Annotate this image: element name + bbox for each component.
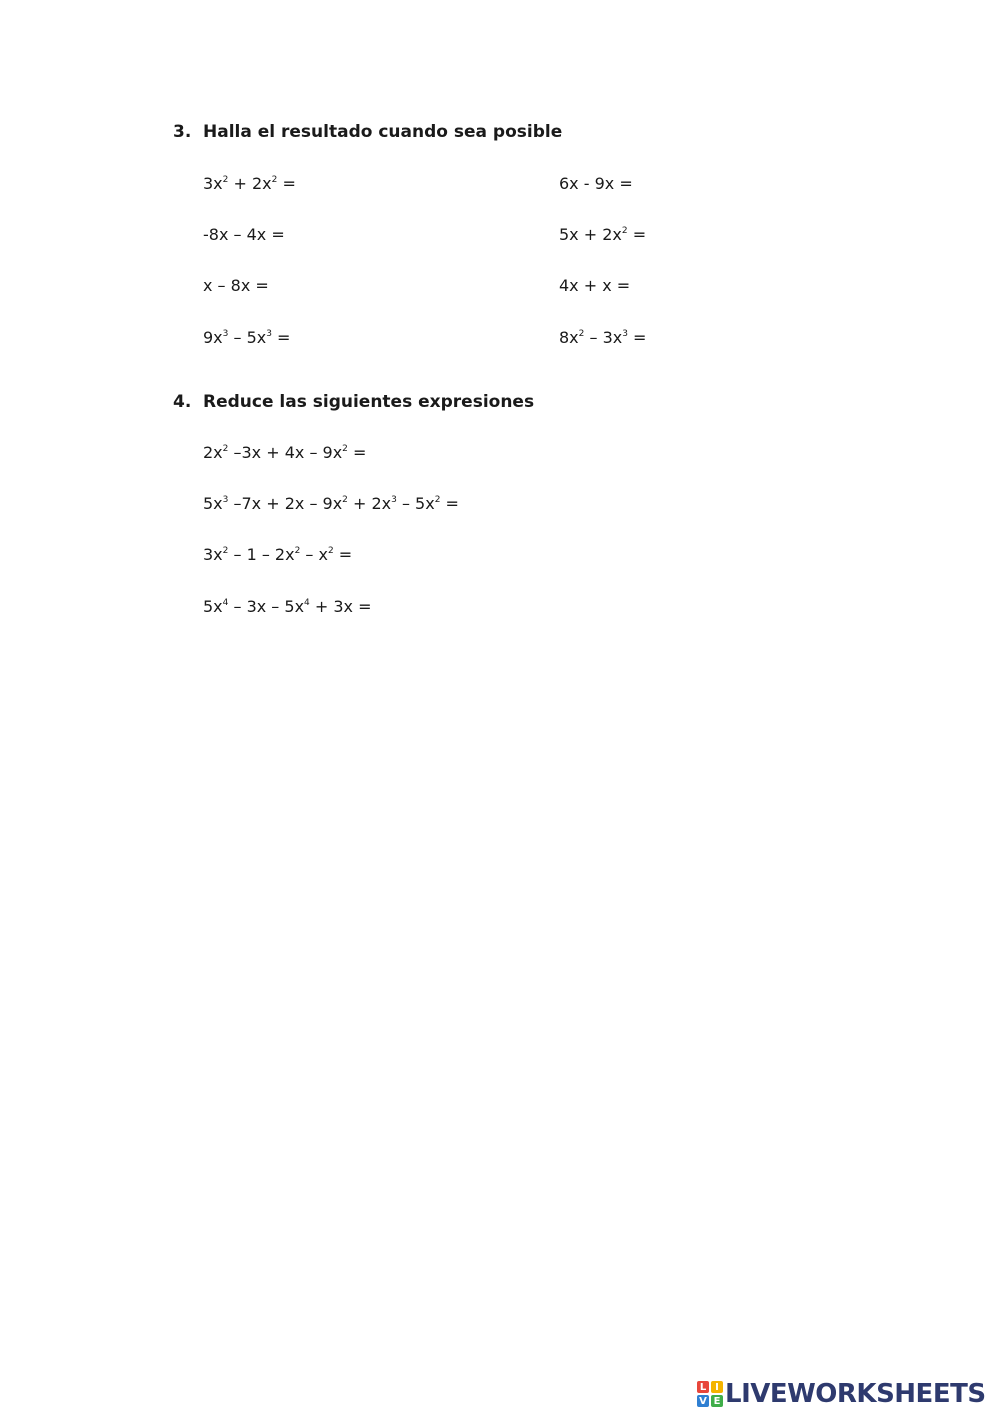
expression: x – 8x = <box>203 276 269 295</box>
expression: 6x - 9x = <box>559 174 633 193</box>
expression: $5x^4 - 3x - 5x^4 + 3x$ = <box>203 597 372 616</box>
section-4-title: Reduce las siguientes expresiones <box>203 392 535 412</box>
expression: 4x + x = <box>559 276 631 295</box>
section-3-heading <box>173 122 562 142</box>
expression: $8x^2 - 3x^3$ = <box>559 328 647 347</box>
liveworksheets-logo-text: LIVEWORKSHEETS <box>725 1379 986 1409</box>
section-4-heading <box>173 392 534 412</box>
expression: $3x^2 - 1 - 2x^2 - x^2$ = <box>203 545 353 564</box>
expression: -8x – 4x = <box>203 225 285 244</box>
expression: $5x^3$ $-7x + 2x - 9x^2 + 2x^3 - 5x^2$ = <box>203 494 459 513</box>
expression: $5x + 2x^2$ = <box>559 225 647 244</box>
expression: $2x^2$ $-3x + 4x - 9x^2$ = <box>203 443 367 462</box>
section-3-number: 3. <box>173 122 192 142</box>
expression: $3x^2 + 2x^2$ = <box>203 174 296 193</box>
liveworksheets-logo-icon: L I V E <box>697 1381 723 1407</box>
expression: $9x^3 - 5x^3$ = <box>203 328 291 347</box>
section-3-title: Halla el resultado cuando sea posible <box>203 122 563 142</box>
liveworksheets-logo <box>697 1378 986 1410</box>
section-4-number: 4. <box>173 392 192 412</box>
